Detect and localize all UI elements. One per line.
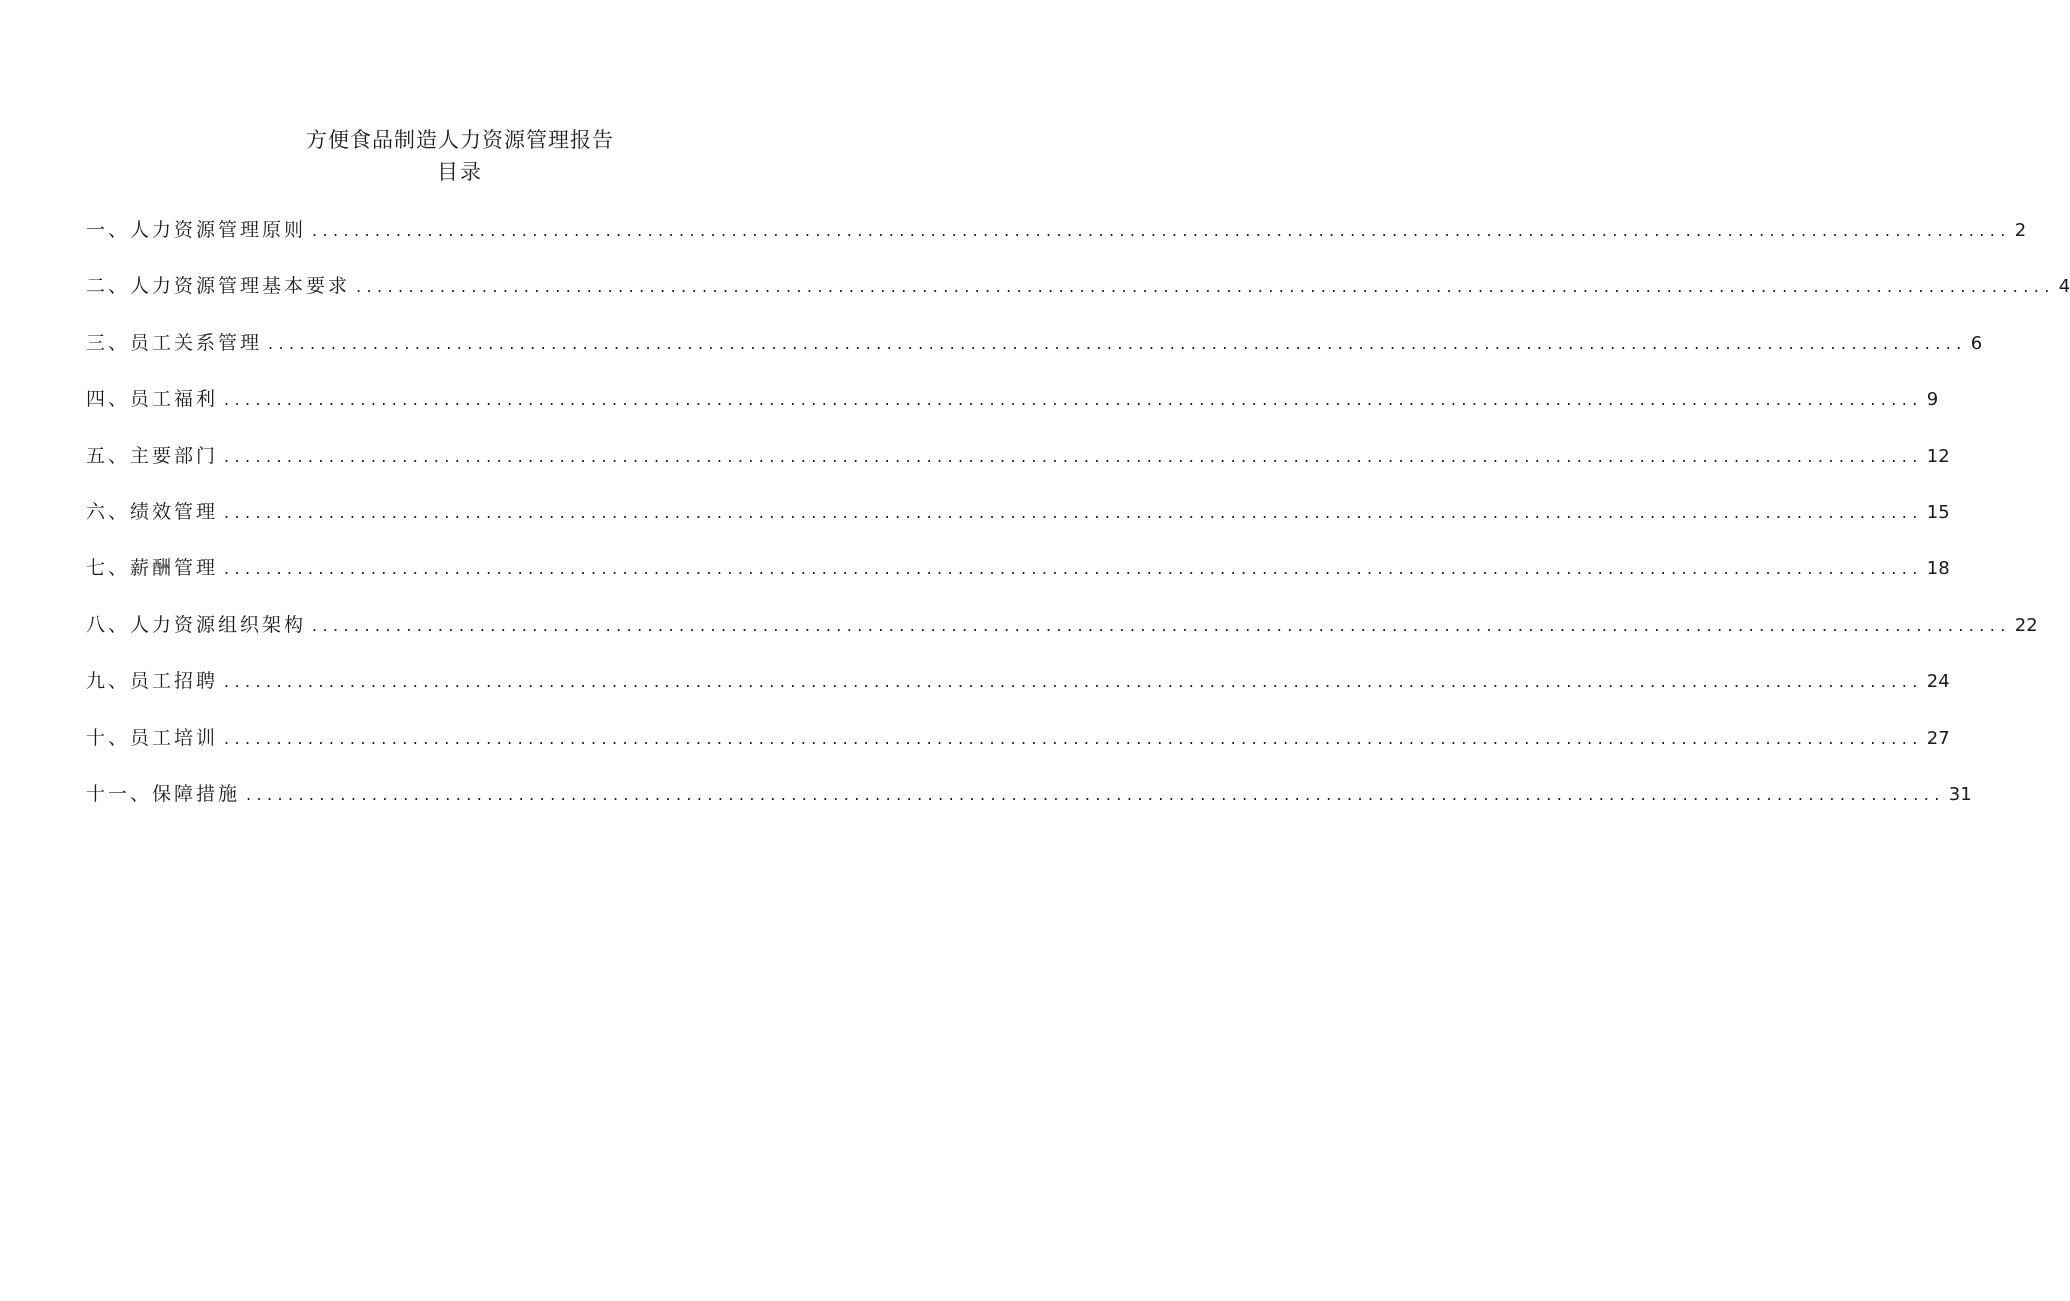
toc-entry-label: 五、主要部门 xyxy=(86,444,219,467)
toc-dot-leader: .................................................................................................................................................................. xyxy=(246,784,1945,804)
toc-entry-label: 十、员工培训 xyxy=(86,726,219,749)
toc-entry[interactable] xyxy=(86,722,1950,778)
toc-dot-leader: .................................................................................................................................................................. xyxy=(312,615,2011,635)
toc-entry[interactable] xyxy=(86,496,1950,552)
toc-entry[interactable] xyxy=(86,665,1950,721)
toc-entry-label: 二、人力资源管理基本要求 xyxy=(86,275,351,298)
table-of-contents xyxy=(86,214,2070,834)
toc-entry[interactable] xyxy=(86,440,1950,496)
toc-dot-leader: .................................................................................................................................................................. xyxy=(356,277,2055,297)
toc-dot-leader: .................................................................................................................................................................. xyxy=(224,728,1923,748)
toc-page-number: 9 xyxy=(1926,389,1939,411)
toc-dot-leader: .................................................................................................................................................................. xyxy=(224,502,1923,522)
toc-page-number: 12 xyxy=(1926,445,1950,467)
toc-entry[interactable] xyxy=(86,214,2027,270)
toc-page-number: 22 xyxy=(2014,614,2038,636)
toc-heading: 目录 xyxy=(437,160,483,184)
toc-entry-label: 六、绩效管理 xyxy=(86,500,219,523)
toc-page-number: 24 xyxy=(1926,671,1950,693)
toc-entry-label: 一、人力资源管理原则 xyxy=(86,219,307,241)
toc-entry[interactable] xyxy=(86,383,1939,439)
toc-page-number: 18 xyxy=(1926,558,1950,580)
toc-dot-leader: .................................................................................................................................................................. xyxy=(224,672,1923,692)
toc-page-number: 15 xyxy=(1926,501,1950,523)
toc-dot-leader: .................................................................................................................................................................. xyxy=(224,390,1923,410)
toc-entry-label: 十一、保障措施 xyxy=(86,782,241,805)
toc-entry-label: 三、员工关系管理 xyxy=(86,331,263,354)
toc-entry-label: 七、薪酬管理 xyxy=(86,557,219,580)
toc-dot-leader: .................................................................................................................................................................. xyxy=(224,559,1923,579)
toc-dot-leader: .................................................................................................................................................................. xyxy=(224,446,1923,466)
toc-page-number: 6 xyxy=(1970,332,1983,354)
toc-page-number: 31 xyxy=(1948,783,1972,805)
toc-entry[interactable] xyxy=(86,609,2038,665)
toc-entry-label: 九、员工招聘 xyxy=(86,670,219,693)
toc-page-number: 4 xyxy=(2058,276,2070,298)
toc-dot-leader: .................................................................................................................................................................. xyxy=(312,221,2011,240)
toc-entry[interactable] xyxy=(86,778,1972,834)
toc-entry[interactable] xyxy=(86,327,1983,383)
toc-entry[interactable] xyxy=(86,270,2070,326)
document-title: 方便食品制造人力资源管理报告 xyxy=(306,128,614,152)
toc-page-number: 2 xyxy=(2014,220,2027,241)
toc-entry[interactable] xyxy=(86,552,1950,608)
toc-dot-leader: .................................................................................................................................................................. xyxy=(268,333,1967,353)
toc-entry-label: 八、人力资源组织架构 xyxy=(86,613,307,636)
toc-page-number: 27 xyxy=(1926,727,1950,749)
toc-entry-label: 四、员工福利 xyxy=(86,388,219,411)
